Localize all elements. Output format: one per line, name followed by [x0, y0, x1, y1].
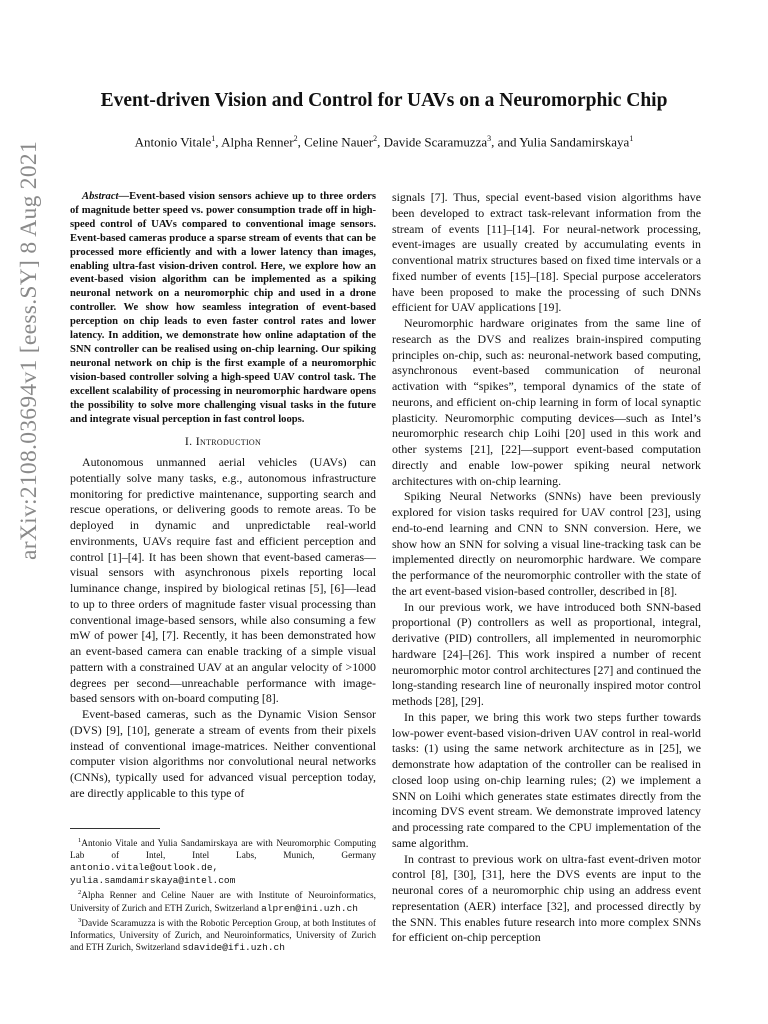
footnote-email: antonio.vitale@outlook.de, yulia.samdamirskaya@intel.com: [70, 862, 236, 886]
body-paragraph: Autonomous unmanned aerial vehicles (UAVs) can potentially solve many tasks, e.g., autonomous infrastructure monitoring for predictive maintenance, supporting search and rescue operations, or delivering goods to remote areas. To be deployed in dynamic and unpredictable real-world environments, UAVs require fast and efficient perception and control [1]–[4]. It has been shown that event-based cameras—visual sensors with asynchronous pixels reporting local luminance change, inspired by biological retinas [5], [6]—lead to up to three orders of magnitude faster visual processing than conventional image-based sensors, while also consuming a few mW of power [4], [7]. Recently, it has been demonstrated how an event-based camera can enable tracking of a simple visual pattern with a constrained UAV at an angular velocity of >1000 degrees per second—unreachable performance with image-based sensors with on-board computing [8].: [70, 455, 376, 706]
body-paragraph: Event-based cameras, such as the Dynamic Vision Sensor (DVS) [9], [10], generate a stream of events from their pixels instead of conventional image-matrices. Neither conventional computer vision algorithms nor convolutional neural networks (CNNs), typically used for advanced visual perception today, are directly applicable to this type of: [70, 707, 376, 800]
author-name: Antonio Vitale: [134, 134, 212, 150]
abstract-text: Event-based vision sensors achieve up to three orders of magnitude better speed vs. power consumption trade off in high-speed control of UAVs compared to conventional image sensors. Event-based cameras produce a sparse stream of events that can be processed more efficiently and with a lower latency than images, enabling ultra-fast vision-driven control. Here, we explore how an event-based vision algorithm can be implemented as a spiking neuronal network on a neuromorphic chip and used in a drone controller. We show how seamless integration of event-based perception on chip leads to even faster control rates and lower latency. In addition, we demonstrate how online adaptation of the SNN controller can be realised using on-chip learning. Our spiking neuronal network on chip is the first example of a neuromorphic vision-based controller solving a high-speed UAV control task. The excellent scalability of processing in neuromorphic hardware opens the possibility to solve more challenging visual tasks in the future and integrate visual perception in fast control loops.: [70, 191, 376, 425]
footnote-mark: 3: [78, 917, 82, 925]
footnotes: [70, 828, 376, 955]
footnote: [70, 887, 376, 915]
footnote-text: Antonio Vitale and Yulia Sandamirskaya are with Neuromorphic Computing Lab of Intel, Intel Labs, Munich, Germany: [70, 839, 376, 861]
body-paragraph: Spiking Neural Networks (SNNs) have been previously explored for vision tasks required for UAV control [23], using end-to-end learning and CNN to SNN conversion. Here, we show how an SNN for solving a visual line-tracking task can be implemented directly on neuromorphic hardware. We compare the performance of the neuromorphic controller with the state of the art event-based vision-based controller, described in [8].: [392, 489, 701, 598]
footnote: [70, 915, 376, 955]
author-affiliation-mark: 2: [373, 134, 378, 143]
author-separator: ,: [215, 134, 222, 150]
body-paragraph: signals [7]. Thus, special event-based vision algorithms have been developed to extract task-relevant information from the stream of events [11]–[14]. For neural-network processing, event-images are usually created by accumulating events in conventional matrix structures based on fixed time intervals or a fixed number of events [15]–[18]. Special purpose accelerators have been proposed to make the processing of such DNNs efficient for UAV applications [19].: [392, 190, 701, 315]
author-name: Alpha Renner: [221, 134, 294, 150]
author-affiliation-mark: 2: [293, 134, 298, 143]
arxiv-identifier: arXiv:2108.03694v1 [eess.SY] 8 Aug 2021: [16, 140, 42, 560]
abstract: [70, 190, 376, 426]
body-paragraph: In this paper, we bring this work two steps further towards low-power event-based vision-driven UAV control in real-world tasks: (1) using the same network architecture as in [25], we demonstrate how adaptation of the controller can be realised in closed loop using on-chip learning rules; (2) we implement a SNN on Loihi which generates state estimates directly from the incoming DVS event stream. We demonstrate improved latency and processing rate compared to the CPU implementation of the same algorithm.: [392, 709, 701, 850]
abstract-label: Abstract—: [82, 191, 130, 202]
author-affiliation-mark: 3: [487, 134, 492, 143]
author-name: Davide Scaramuzza: [383, 134, 488, 150]
paper-title: Event-driven Vision and Control for UAVs on a Neuromorphic Chip: [100, 90, 668, 111]
footnote-email: alpren@ini.uzh.ch: [261, 902, 358, 914]
footnote-mark: 1: [78, 837, 82, 844]
author-affiliation-mark: 1: [211, 134, 216, 143]
author-separator: ,: [297, 134, 305, 150]
footnote-email: sdavide@ifi.uzh.ch: [182, 942, 285, 954]
body-paragraph: In contrast to previous work on ultra-fast event-driven motor control [8], [30], [31], here the DVS events are input to the neuronal cores of a neuromorphic chip using an address event representation (AER) interface [32], and processed directly by the SNN. This enables future research into more complex SNNs for efficient on-chip perception: [392, 851, 701, 945]
author-separator: , and: [491, 134, 520, 150]
body-paragraph: In our previous work, we have introduced both SNN-based proportional (P) controllers as well as proportional, integral, derivative (PID) controllers, all implemented in neuromorphic hardware [24]–[26]. This work inspired a number of recent neuromorphic motor control architectures [27] and continued the long-standing research line of neuronally inspired motor control methods [28], [29].: [392, 599, 701, 708]
section-heading: I. Introduction: [184, 434, 262, 449]
author-name: Celine Nauer: [304, 134, 374, 150]
body-paragraph: Neuromorphic hardware originates from the same line of research as the DVS and realizes brain-inspired computing principles on-chip, such as: neuronal-network based computing, asynchronous event-based communication of neuronal activation with “spikes”, temporal dynamics of the state of neurons, and efficient on-chip learning in form of local synaptic plasticity. Neuromorphic computing devices—such as Intel’s neuromorphic research chip Loihi [20] used in this work and other systems [21], [22]—support event-based computation directly and enable low-power spiking neural network architectures with on-chip learning.: [392, 316, 701, 488]
right-column: [392, 190, 701, 960]
author-affiliation-mark: 1: [629, 134, 634, 143]
footnote-text: Alpha Renner and Celine Nauer are with Institute of Neuroinformatics, University of Zurich and ETH Zurich, Switzerland: [70, 891, 376, 914]
footnote-mark: 2: [78, 889, 82, 897]
footnote-text: Davide Scaramuzza is with the Robotic Perception Group, at both Institutes of Informatics, University of Zurich, and Neuroinformatics, University of Zurich and ETH Zurich, Switzerland: [70, 919, 376, 954]
footnote-rule: [70, 828, 160, 829]
footnote: [70, 835, 376, 887]
author-separator: ,: [377, 134, 384, 150]
author-name: Yulia Sandamirskaya: [519, 134, 630, 150]
author-list: [0, 134, 768, 150]
